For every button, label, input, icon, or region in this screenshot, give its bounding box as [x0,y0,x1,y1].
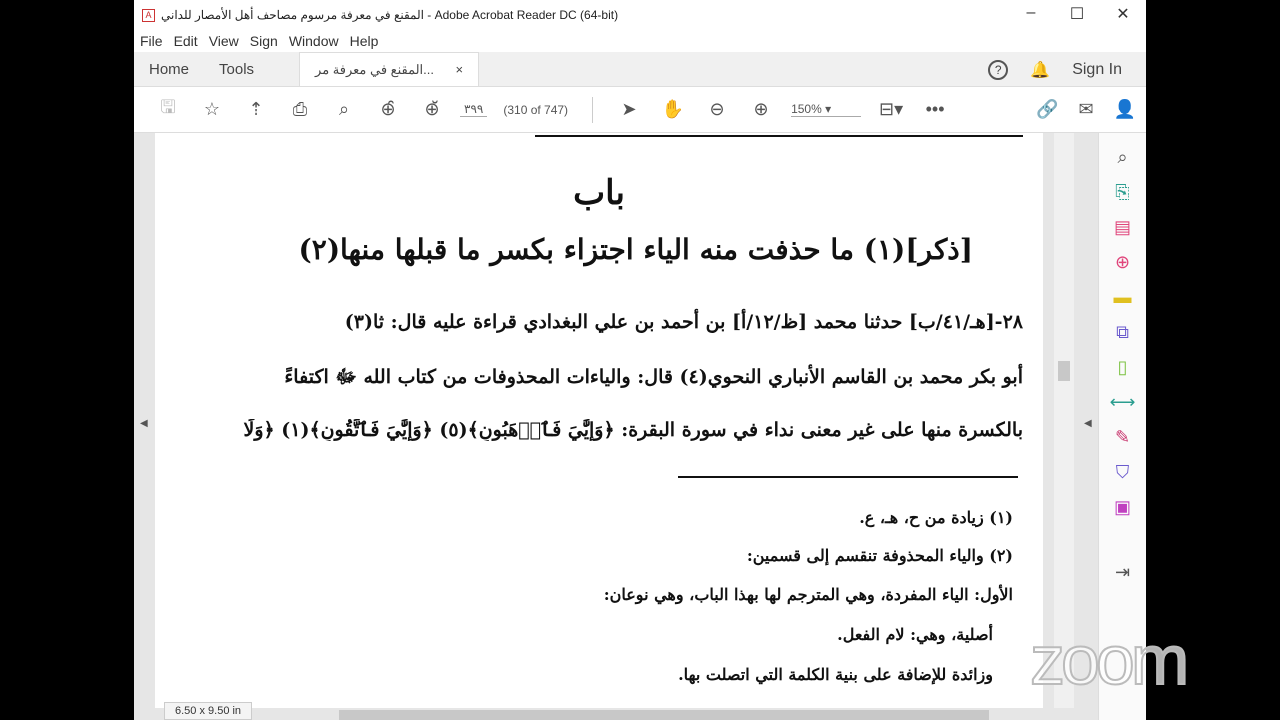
scrollbar-thumb[interactable] [1058,361,1070,381]
menu-window[interactable]: Window [288,33,339,49]
divider [592,97,593,123]
close-button[interactable]: ✕ [1116,6,1130,23]
zoom-in-icon[interactable]: ⊕ [753,99,769,119]
help-icon[interactable]: ? [988,60,1008,80]
maximize-button[interactable]: ☐ [1069,6,1085,23]
zoom-level-select[interactable]: 150% ▾ [791,102,861,117]
title-bar [134,0,1146,30]
export-pdf-icon[interactable]: ⎘ [1115,182,1130,202]
acrobat-window [134,0,1146,720]
minimize-button[interactable]: – [1026,4,1036,21]
toolbar [134,87,1146,133]
menu-bar [134,30,1146,52]
pdf-page [155,133,1043,708]
collapse-left-panel-icon[interactable]: ◀ [140,418,148,429]
email-icon[interactable]: ✉ [1078,99,1094,119]
print-icon[interactable]: ⎙ [292,99,308,119]
footnote: (٢) والياء المحذوفة تنقسم إلى قسمين: [746,546,1013,565]
sign-in-button[interactable]: Sign In [1072,60,1122,78]
previous-page-icon[interactable]: ⊕̑ [380,99,396,119]
collapse-panel-icon[interactable]: ⇥ [1114,562,1131,582]
window-title: المقنع في معرفة مرسوم مصاحف أهل الأمصار للداني - Adobe Acrobat Reader DC (64-bit) [161,8,619,22]
tab-document[interactable] [299,52,479,86]
tab-tools[interactable]: Tools [219,60,255,78]
comment-icon[interactable]: ▬ [1113,287,1132,307]
menu-view[interactable]: View [208,33,239,49]
expand-right-panel-icon[interactable]: ◀ [1084,418,1092,429]
fit-page-icon[interactable]: ⊟▾ [879,99,904,119]
page-size-status: 6.50 x 9.50 in [164,702,252,720]
upload-cloud-icon[interactable]: ⇡ [248,99,264,119]
select-cursor-icon[interactable]: ➤ [621,99,637,119]
create-pdf-icon[interactable]: ⊕ [1114,252,1131,272]
document-area[interactable] [134,133,1098,720]
text-line: أبو بكر محمد بن القاسم الأنباري النحوي(٤) قال: والياءات المحذوفات من كتاب الله ﷻ اكتفاءً [284,366,1023,388]
zoom-watermark-logo: zoom [1030,621,1186,699]
footnote-rule [678,476,1018,478]
bookmark-star-icon[interactable]: ☆ [203,99,221,119]
footnote: أصلية، وهي: لام الفعل. [837,625,993,644]
text-line: ٢٨-[هـ/٤١/ب] حدثنا محمد [ظ/١٢/أ] بن أحمد بن علي البغدادي قراءة عليه قال: ثا(٣) [344,311,1023,333]
next-page-icon[interactable]: ⊕̆ [424,99,440,119]
menu-file[interactable]: File [140,33,163,49]
zoom-out-icon[interactable]: ⊖ [709,99,725,119]
tab-bar [134,52,1146,87]
add-user-icon[interactable]: 👤 [1113,99,1136,119]
hand-tool-icon[interactable]: ✋ [661,99,685,119]
edit-pdf-icon[interactable]: ▯ [1117,357,1128,377]
save-icon[interactable]: 🖫 [160,96,176,117]
organize-pages-icon[interactable]: ▤ [1113,217,1131,237]
footnote: الأول: الياء المفردة، وهي المترجم لها بهذا الباب، وهي نوعان: [603,585,1013,604]
notification-bell-icon[interactable]: 🔔 [1030,61,1051,79]
menu-help[interactable]: Help [349,33,379,49]
page-number-input[interactable]: ٣٩٩ [460,102,487,117]
find-zoom-icon[interactable]: ⌕ [338,99,350,119]
chapter-heading: باب [573,173,625,213]
footnote: (١) زيادة من ح، هـ، ع. [859,508,1013,527]
tab-close-icon[interactable]: × [455,62,464,77]
protect-shield-icon[interactable]: ⛉ [1115,462,1130,482]
tab-home[interactable]: Home [149,60,190,78]
tab-document-label: المقنع في معرفة مر... [315,61,435,77]
form-icon[interactable]: ▣ [1113,497,1131,517]
more-tools-icon[interactable]: ••• [925,99,945,119]
combine-files-icon[interactable]: ⧉ [1116,322,1129,342]
menu-sign[interactable]: Sign [249,33,278,49]
menu-edit[interactable]: Edit [173,33,198,49]
enhance-zoom-icon[interactable]: ⌕ [1117,147,1128,167]
section-heading: [ذكر](١) ما حذفت منه الياء اجتزاء بكسر ما قبلها منها(٢) [298,233,973,266]
fill-sign-icon[interactable]: ✎ [1114,427,1131,447]
acrobat-icon: A [142,9,155,22]
page-count: (310 of 747) [503,102,569,117]
horizontal-scrollbar[interactable] [339,710,989,720]
zoom-value: 150% [791,102,822,116]
footnote: وزائدة للإضافة على بنية الكلمة التي اتصلت بها. [678,665,993,684]
share-link-icon[interactable]: 🔗 [1036,99,1059,119]
compress-pdf-icon[interactable]: ⟷ [1109,392,1136,412]
header-rule [535,133,1023,137]
text-line: بالكسرة منها على غير معنى نداء في سورة البقرة: ﴿وَإِيَّٰيَ فَٱرۡهَبُونِ﴾(٥) ﴿وَإِيَّٰيَ فَٱتَّقُونِ﴾(١) ﴿وَلَا [243,419,1023,441]
